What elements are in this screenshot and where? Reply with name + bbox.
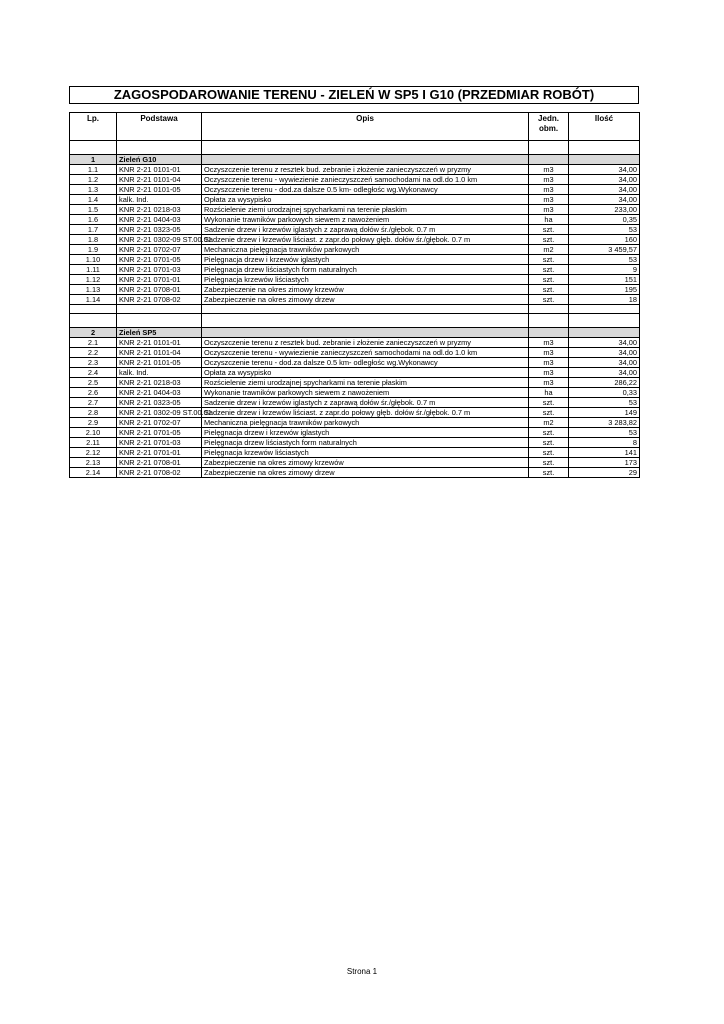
- empty-cell: [529, 141, 569, 155]
- row-opis: Oczyszczenie terenu z resztek bud. zebranie i złożenie zanieczyszczeń w pryzmy: [202, 165, 529, 175]
- row-opis: Sadzenie drzew i krzewów liściast. z zapr.do połowy głęb. dołów śr./głębok. 0.7 m: [202, 235, 529, 245]
- section-name: Zieleń G10: [117, 155, 202, 165]
- row-lp: 2.8: [70, 408, 117, 418]
- header-podstawa: Podstawa: [117, 113, 202, 141]
- row-podstawa: KNR 2-21 0708-01: [117, 285, 202, 295]
- row-opis: Oczyszczenie terenu - dod.za dalsze 0.5 km- odległośc wg.Wykonawcy: [202, 185, 529, 195]
- row-ilosc: 34,00: [569, 358, 640, 368]
- row-jedn: m3: [529, 175, 569, 185]
- row-ilosc: 0,33: [569, 388, 640, 398]
- header-lp: Lp.: [70, 113, 117, 141]
- row-podstawa: KNR 2-21 0323-05: [117, 225, 202, 235]
- table-row: [70, 408, 640, 418]
- row-lp: 2.7: [70, 398, 117, 408]
- blank-row: [70, 305, 640, 314]
- row-ilosc: 34,00: [569, 165, 640, 175]
- row-ilosc: 34,00: [569, 368, 640, 378]
- table-row: [70, 338, 640, 348]
- row-opis: Pielęgnacja krzewów liściastych: [202, 275, 529, 285]
- row-jedn: m3: [529, 368, 569, 378]
- row-lp: 1.2: [70, 175, 117, 185]
- section-name: Zieleń SP5: [117, 328, 202, 338]
- row-ilosc: 173: [569, 458, 640, 468]
- table-row: [70, 185, 640, 195]
- table-row: [70, 295, 640, 305]
- empty-cell: [529, 314, 569, 328]
- empty-cell: [117, 314, 202, 328]
- row-jedn: szt.: [529, 468, 569, 478]
- row-jedn: m3: [529, 195, 569, 205]
- row-ilosc: 3 283,82: [569, 418, 640, 428]
- row-lp: 1.9: [70, 245, 117, 255]
- row-jedn: m3: [529, 205, 569, 215]
- row-ilosc: 34,00: [569, 338, 640, 348]
- empty-cell: [70, 305, 117, 314]
- row-podstawa: KNR 2-21 0101-01: [117, 338, 202, 348]
- row-opis: Opłata za wysypisko: [202, 195, 529, 205]
- row-opis: Opłata za wysypisko: [202, 368, 529, 378]
- row-opis: Zabezpieczenie na okres zimowy drzew: [202, 295, 529, 305]
- row-podstawa: KNR 2-21 0701-01: [117, 275, 202, 285]
- table-row: [70, 388, 640, 398]
- row-ilosc: 53: [569, 255, 640, 265]
- header-ilosc: Ilość: [569, 113, 640, 141]
- row-opis: Oczyszczenie terenu - wywiezienie zanieczyszczeń samochodami na odl.do 1.0 km: [202, 348, 529, 358]
- row-jedn: szt.: [529, 285, 569, 295]
- empty-cell: [569, 314, 640, 328]
- row-opis: Wykonanie trawników parkowych siewem z nawożeniem: [202, 388, 529, 398]
- row-opis: Sadzenie drzew i krzewów liściast. z zapr.do połowy głęb. dołów śr./głębok. 0.7 m: [202, 408, 529, 418]
- row-ilosc: 34,00: [569, 175, 640, 185]
- row-ilosc: 53: [569, 398, 640, 408]
- row-jedn: ha: [529, 215, 569, 225]
- row-opis: Pielęgnacja drzew i krzewów iglastych: [202, 255, 529, 265]
- row-opis: Sadzenie drzew i krzewów iglastych z zaprawą dołów śr./głębok. 0.7 m: [202, 398, 529, 408]
- table-row: [70, 275, 640, 285]
- row-lp: 2.6: [70, 388, 117, 398]
- row-opis: Oczyszczenie terenu z resztek bud. zebranie i złożenie zanieczyszczeń w pryzmy: [202, 338, 529, 348]
- bill-of-quantities-table: [69, 112, 640, 478]
- empty-cell: [569, 328, 640, 338]
- section-row: [70, 328, 640, 338]
- row-opis: Zabezpieczenie na okres zimowy krzewów: [202, 285, 529, 295]
- table-row: [70, 448, 640, 458]
- row-ilosc: 151: [569, 275, 640, 285]
- row-podstawa: KNR 2-21 0302-09 ST.00.01: [117, 235, 202, 245]
- table-row: [70, 285, 640, 295]
- row-jedn: m3: [529, 185, 569, 195]
- table-row: [70, 215, 640, 225]
- row-lp: 1.5: [70, 205, 117, 215]
- row-opis: Rozścielenie ziemi urodzajnej spycharkami na terenie płaskim: [202, 378, 529, 388]
- row-jedn: ha: [529, 388, 569, 398]
- row-jedn: szt.: [529, 265, 569, 275]
- table-row: [70, 165, 640, 175]
- table-row: [70, 368, 640, 378]
- row-opis: Mechaniczna pielęgnacja trawników parkowych: [202, 245, 529, 255]
- empty-cell: [117, 141, 202, 155]
- row-podstawa: KNR 2-21 0701-01: [117, 448, 202, 458]
- row-opis: Oczyszczenie terenu - dod.za dalsze 0.5 km- odległośc wg.Wykonawcy: [202, 358, 529, 368]
- table-row: [70, 468, 640, 478]
- empty-cell: [70, 141, 117, 155]
- row-jedn: m3: [529, 338, 569, 348]
- table-row: [70, 195, 640, 205]
- table-row: [70, 205, 640, 215]
- row-lp: 1.12: [70, 275, 117, 285]
- row-lp: 2.13: [70, 458, 117, 468]
- row-ilosc: 286,22: [569, 378, 640, 388]
- row-jedn: szt.: [529, 428, 569, 438]
- row-podstawa: KNR 2-21 0101-04: [117, 175, 202, 185]
- row-ilosc: 233,00: [569, 205, 640, 215]
- row-podstawa: KNR 2-21 0708-02: [117, 468, 202, 478]
- row-podstawa: KNR 2-21 0701-03: [117, 438, 202, 448]
- section-number: 2: [70, 328, 117, 338]
- table-row: [70, 348, 640, 358]
- row-jedn: szt.: [529, 255, 569, 265]
- row-podstawa: KNR 2-21 0323-05: [117, 398, 202, 408]
- table-row: [70, 265, 640, 275]
- row-lp: 1.1: [70, 165, 117, 175]
- document-title: ZAGOSPODAROWANIE TERENU - ZIELEŃ W SP5 I G10 (PRZEDMIAR ROBÓT): [69, 86, 639, 104]
- row-lp: 2.12: [70, 448, 117, 458]
- row-jedn: szt.: [529, 275, 569, 285]
- row-ilosc: 160: [569, 235, 640, 245]
- row-lp: 1.4: [70, 195, 117, 205]
- empty-cell: [202, 328, 529, 338]
- row-lp: 2.1: [70, 338, 117, 348]
- row-podstawa: KNR 2-21 0701-05: [117, 428, 202, 438]
- header-jedn: Jedn. obm.: [529, 113, 569, 141]
- row-ilosc: 195: [569, 285, 640, 295]
- row-jedn: m3: [529, 348, 569, 358]
- empty-cell: [529, 155, 569, 165]
- row-podstawa: KNR 2-21 0708-01: [117, 458, 202, 468]
- row-opis: Zabezpieczenie na okres zimowy krzewów: [202, 458, 529, 468]
- row-lp: 1.8: [70, 235, 117, 245]
- row-jedn: szt.: [529, 448, 569, 458]
- row-ilosc: 8: [569, 438, 640, 448]
- row-ilosc: 3 459,57: [569, 245, 640, 255]
- row-podstawa: KNR 2-21 0101-01: [117, 165, 202, 175]
- empty-cell: [569, 155, 640, 165]
- empty-cell: [569, 305, 640, 314]
- table-row: [70, 175, 640, 185]
- row-podstawa: KNR 2-21 0708-02: [117, 295, 202, 305]
- row-ilosc: 149: [569, 408, 640, 418]
- spacer-row: [70, 314, 640, 328]
- row-jedn: szt.: [529, 295, 569, 305]
- row-podstawa: KNR 2-21 0701-05: [117, 255, 202, 265]
- row-lp: 2.5: [70, 378, 117, 388]
- row-lp: 1.13: [70, 285, 117, 295]
- row-lp: 2.4: [70, 368, 117, 378]
- row-ilosc: 53: [569, 428, 640, 438]
- row-ilosc: 34,00: [569, 348, 640, 358]
- empty-cell: [202, 141, 529, 155]
- row-podstawa: KNR 2-21 0404-03: [117, 388, 202, 398]
- row-podstawa: kalk. Ind.: [117, 195, 202, 205]
- table-row: [70, 378, 640, 388]
- row-opis: Rozścielenie ziemi urodzajnej spycharkami na terenie płaskim: [202, 205, 529, 215]
- row-jedn: m2: [529, 245, 569, 255]
- row-lp: 1.14: [70, 295, 117, 305]
- section-number: 1: [70, 155, 117, 165]
- table-row: [70, 245, 640, 255]
- row-ilosc: 34,00: [569, 195, 640, 205]
- row-lp: 1.10: [70, 255, 117, 265]
- row-lp: 1.6: [70, 215, 117, 225]
- empty-cell: [202, 305, 529, 314]
- row-podstawa: KNR 2-21 0302-09 ST.00.01: [117, 408, 202, 418]
- table-row: [70, 438, 640, 448]
- row-opis: Oczyszczenie terenu - wywiezienie zanieczyszczeń samochodami na odl.do 1.0 km: [202, 175, 529, 185]
- row-jedn: szt.: [529, 398, 569, 408]
- table-row: [70, 358, 640, 368]
- row-lp: 2.14: [70, 468, 117, 478]
- row-podstawa: kalk. Ind.: [117, 368, 202, 378]
- row-podstawa: KNR 2-21 0702-07: [117, 245, 202, 255]
- section-row: [70, 155, 640, 165]
- row-opis: Zabezpieczenie na okres zimowy drzew: [202, 468, 529, 478]
- empty-cell: [569, 141, 640, 155]
- page-number: Strona 1: [346, 967, 378, 976]
- spacer-row: [70, 141, 640, 155]
- row-lp: 2.10: [70, 428, 117, 438]
- row-podstawa: KNR 2-21 0218-03: [117, 378, 202, 388]
- table-body: [70, 141, 640, 478]
- row-lp: 2.3: [70, 358, 117, 368]
- row-opis: Pielęgnacja krzewów liściastych: [202, 448, 529, 458]
- row-jedn: szt.: [529, 438, 569, 448]
- row-opis: Pielęgnacja drzew liściastych form naturalnych: [202, 265, 529, 275]
- row-opis: Wykonanie trawników parkowych siewem z nawożeniem: [202, 215, 529, 225]
- row-lp: 2.9: [70, 418, 117, 428]
- row-jedn: m2: [529, 418, 569, 428]
- row-opis: Mechaniczna pielęgnacja trawników parkowych: [202, 418, 529, 428]
- table-row: [70, 398, 640, 408]
- empty-cell: [202, 314, 529, 328]
- row-opis: Pielęgnacja drzew liściastych form naturalnych: [202, 438, 529, 448]
- row-lp: 1.3: [70, 185, 117, 195]
- row-podstawa: KNR 2-21 0701-03: [117, 265, 202, 275]
- table-header-row: [70, 113, 640, 141]
- empty-cell: [70, 314, 117, 328]
- row-podstawa: KNR 2-21 0101-04: [117, 348, 202, 358]
- row-ilosc: 141: [569, 448, 640, 458]
- empty-cell: [202, 155, 529, 165]
- empty-cell: [117, 305, 202, 314]
- row-podstawa: KNR 2-21 0101-05: [117, 185, 202, 195]
- row-ilosc: 0,35: [569, 215, 640, 225]
- empty-cell: [529, 305, 569, 314]
- row-opis: Sadzenie drzew i krzewów iglastych z zaprawą dołów śr./głębok. 0.7 m: [202, 225, 529, 235]
- row-lp: 1.11: [70, 265, 117, 275]
- row-lp: 1.7: [70, 225, 117, 235]
- empty-cell: [529, 328, 569, 338]
- header-opis: Opis: [202, 113, 529, 141]
- row-jedn: m3: [529, 378, 569, 388]
- table-row: [70, 418, 640, 428]
- row-ilosc: 18: [569, 295, 640, 305]
- row-podstawa: KNR 2-21 0101-05: [117, 358, 202, 368]
- row-jedn: szt.: [529, 225, 569, 235]
- table-row: [70, 458, 640, 468]
- table-row: [70, 235, 640, 245]
- row-lp: 2.2: [70, 348, 117, 358]
- row-podstawa: KNR 2-21 0404-03: [117, 215, 202, 225]
- table-row: [70, 225, 640, 235]
- table-row: [70, 255, 640, 265]
- row-ilosc: 9: [569, 265, 640, 275]
- row-jedn: m3: [529, 358, 569, 368]
- row-jedn: szt.: [529, 235, 569, 245]
- row-jedn: m3: [529, 165, 569, 175]
- row-opis: Pielęgnacja drzew i krzewów iglastych: [202, 428, 529, 438]
- row-lp: 2.11: [70, 438, 117, 448]
- table-row: [70, 428, 640, 438]
- row-podstawa: KNR 2-21 0218-03: [117, 205, 202, 215]
- row-podstawa: KNR 2-21 0702-07: [117, 418, 202, 428]
- row-ilosc: 34,00: [569, 185, 640, 195]
- row-jedn: szt.: [529, 408, 569, 418]
- row-ilosc: 29: [569, 468, 640, 478]
- row-jedn: szt.: [529, 458, 569, 468]
- row-ilosc: 53: [569, 225, 640, 235]
